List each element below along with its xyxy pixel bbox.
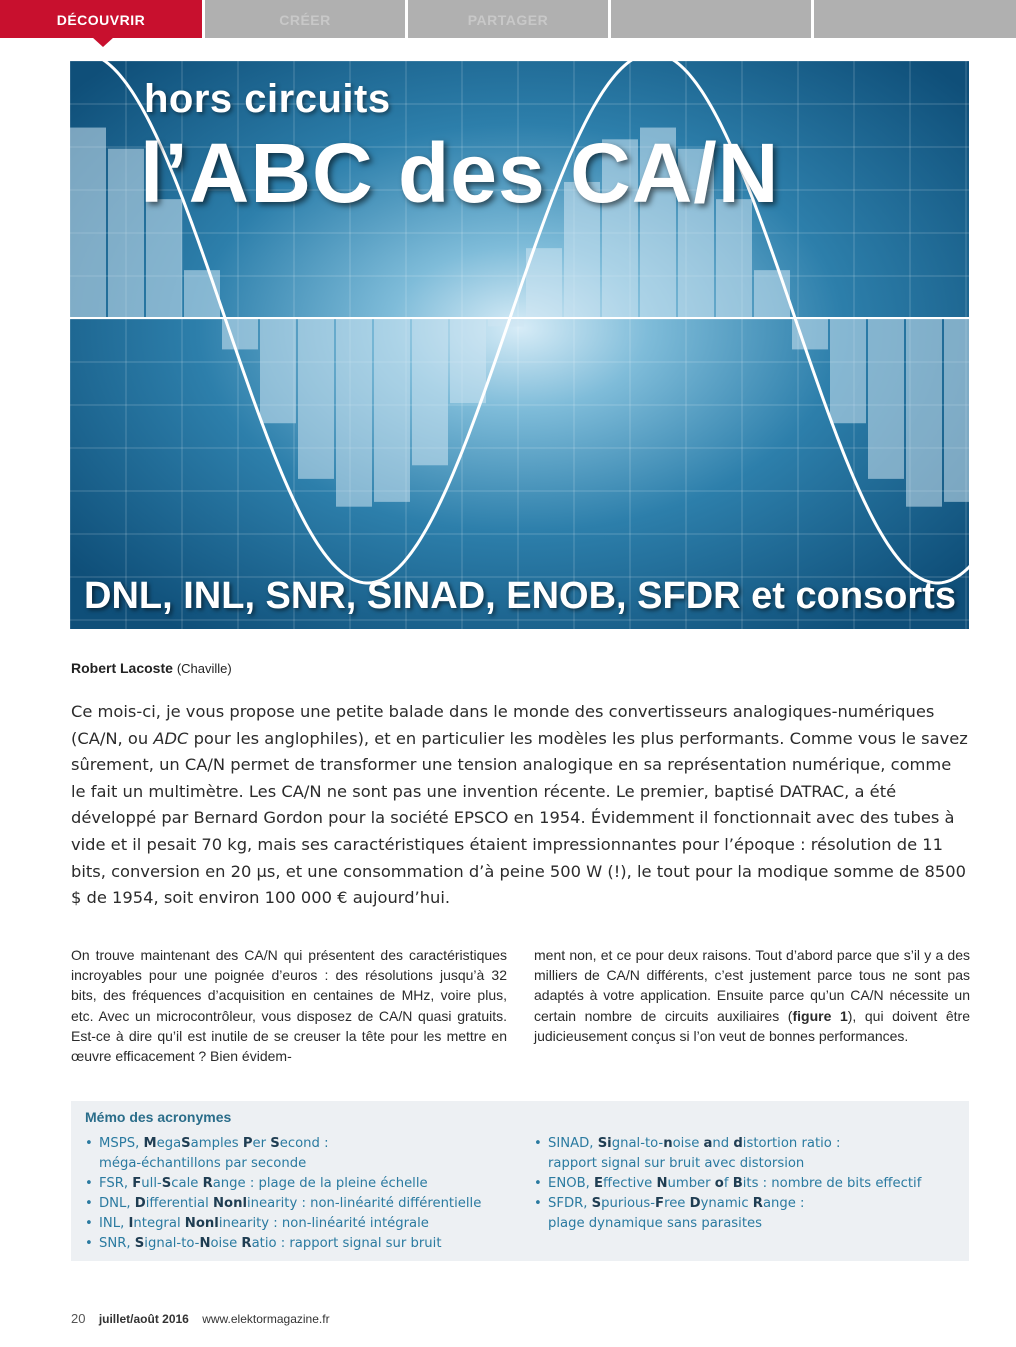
acronym-text: nd <box>712 1136 734 1151</box>
acronym-text: S <box>181 1136 191 1151</box>
acronym-item <box>85 1174 525 1194</box>
acronym-text: Si <box>597 1136 612 1151</box>
sample-bar <box>70 128 106 318</box>
sample-bar <box>868 318 904 479</box>
acronym-text: atio : rapport signal sur bruit <box>251 1236 442 1251</box>
acronym-text: amples <box>190 1136 243 1151</box>
body-text: ment non, et ce pour deux raisons. Tout d’abord parce que s’il y a des milliers de CA/N différents, c’est justement parce tous ne sont pas adaptés à votre application. Ensuite parce qu’un CA/N nécessite un certain nombre de circuits auxiliaires ( <box>534 947 970 1024</box>
tab-label: CRÉER <box>279 12 331 28</box>
active-tab-pointer <box>92 37 114 47</box>
intro-text: pour les anglophiles), et en particulier les modèles les plus performants. Comme vous le savez sûrement, un CA/N permet de transformer une tension analogique en sa représentation numérique, comme le fait un multimètre. Les CA/N ne sont pas une invention récente. Le premier, baptisé DATRAC, a été développé par Bernard Gordon pour la société EPSCO en 1954. Évidemment il fonctionnait avec des tubes à vide et il pesait 70 kg, mais ses caractéristiques étaient impressionnantes pour l’époque : résolution de 11 bits, conversion en 20 µs, et une consommation d’à peine 500 W (!), le tout pour la modique somme de 8500 $ de 1954, soit environ 100 000 € aujourd’hui. <box>71 728 968 908</box>
intro-paragraph <box>71 699 969 912</box>
acronym-text: S <box>134 1236 145 1251</box>
acronym-item <box>85 1234 525 1254</box>
acronym-text: ignal-to- <box>144 1236 200 1251</box>
acronym-text: I <box>128 1216 134 1231</box>
acronym-text: ntegral <box>133 1216 185 1231</box>
acronym-text: S <box>270 1136 280 1151</box>
acronym-text: ree <box>664 1196 690 1211</box>
tab-creer[interactable] <box>205 0 405 38</box>
acronym-text: S <box>161 1176 172 1191</box>
acronym-memo-box <box>71 1101 969 1261</box>
sample-bar <box>108 149 144 318</box>
acronym-text: INL, <box>99 1216 129 1231</box>
acronym-text: ENOB, <box>548 1176 595 1191</box>
author-name: Robert Lacoste <box>71 660 173 676</box>
acronym-item <box>85 1194 525 1214</box>
sample-bar <box>450 318 486 403</box>
tab-decouvrir[interactable] <box>0 0 202 38</box>
acronym-text: SNR, <box>99 1236 135 1251</box>
acronym-text: ynamic <box>700 1196 753 1211</box>
acronym-text: its : nombre de bits effectif <box>742 1176 922 1191</box>
memo-list-right <box>534 1134 964 1234</box>
acronym-text: FSR, <box>99 1176 133 1191</box>
sample-bar <box>830 318 866 423</box>
acronym-text: SINAD, <box>548 1136 598 1151</box>
acronym-text: D <box>134 1196 146 1211</box>
acronym-text: purious- <box>601 1196 656 1211</box>
acronym-text: l <box>242 1196 247 1211</box>
page-footer <box>71 1311 330 1326</box>
page-number: 20 <box>71 1311 86 1326</box>
acronym-text: ange : <box>762 1196 805 1211</box>
sample-bar <box>184 270 220 318</box>
acronym-text: f <box>723 1176 733 1191</box>
figure-reference: figure 1 <box>792 1007 848 1024</box>
acronym-text: o <box>714 1176 724 1191</box>
acronym-text: Non <box>184 1216 215 1231</box>
acronym-item <box>534 1134 964 1174</box>
acronym-text: n <box>663 1136 673 1151</box>
sample-bar <box>944 318 969 502</box>
acronym-text: F <box>132 1176 142 1191</box>
acronym-text: B <box>732 1176 743 1191</box>
acronym-text: M <box>143 1136 157 1151</box>
intro-emphasis: ADC <box>153 728 189 748</box>
acronym-text: R <box>752 1196 763 1211</box>
acronym-text: cale <box>171 1176 203 1191</box>
acronym-text: a <box>703 1136 713 1151</box>
acronym-text: E <box>594 1176 604 1191</box>
sample-bar <box>906 318 942 507</box>
acronym-text: SFDR, <box>548 1196 592 1211</box>
acronym-text: F <box>655 1196 665 1211</box>
memo-list-left <box>85 1134 525 1254</box>
acronym-text: DNL, <box>99 1196 135 1211</box>
acronym-item <box>85 1214 525 1234</box>
acronym-text: méga-échantillons par seconde <box>99 1156 307 1171</box>
acronym-text: oise <box>672 1136 704 1151</box>
acronym-text: ffective <box>603 1176 657 1191</box>
sample-bar <box>754 270 790 318</box>
intro-text: Ce mois-ci, je vous propose une petite balade dans le monde des convertisseurs analogiques-numériques (CA/N, ou <box>71 702 935 748</box>
hero-subtitle: DNL, INL, SNR, SINAD, ENOB, SFDR et consorts <box>84 575 956 617</box>
acronym-text: S <box>591 1196 602 1211</box>
acronym-item <box>534 1174 964 1194</box>
acronym-text: d <box>733 1136 743 1151</box>
acronym-text: R <box>202 1176 213 1191</box>
sample-bar <box>374 318 410 502</box>
acronym-text: D <box>689 1196 701 1211</box>
acronym-item <box>534 1194 964 1234</box>
acronym-text: MSPS, <box>99 1136 144 1151</box>
author-place: (Chaville) <box>176 661 232 676</box>
memo-title: Mémo des acronymes <box>85 1109 232 1125</box>
hero-kicker: hors circuits <box>144 77 391 121</box>
acronym-text: ifferential <box>145 1196 213 1211</box>
acronym-text: N <box>656 1176 668 1191</box>
acronym-text: istortion ratio : <box>742 1136 841 1151</box>
body-column-left <box>71 945 507 1066</box>
acronym-text: gnal-to- <box>611 1136 664 1151</box>
acronym-text: Non <box>212 1196 243 1211</box>
tab-empty-1 <box>611 0 811 38</box>
hero-banner <box>70 61 969 629</box>
issue-date: juillet/août 2016 <box>98 1312 189 1326</box>
sample-bar <box>260 318 296 423</box>
sample-bar <box>412 318 448 465</box>
acronym-item <box>85 1134 525 1174</box>
acronym-text: N <box>199 1236 211 1251</box>
acronym-text: oise <box>210 1236 242 1251</box>
acronym-text: ange : plage de la pleine échelle <box>212 1176 428 1191</box>
tab-partager[interactable] <box>408 0 608 38</box>
acronym-text: plage dynamique sans parasites <box>548 1216 762 1231</box>
sample-bar <box>298 318 334 479</box>
tab-label: PARTAGER <box>467 12 549 28</box>
acronym-text: econd : <box>279 1136 329 1151</box>
page-title: l’ABC des CA/N <box>140 126 780 220</box>
body-paragraph: On trouve maintenant des CA/N qui présentent des caractéristiques incroyables pour une poignée d’euros : des résolutions jusqu’à 32 bits, des fréquences d’acquisition en centaines de MHz, voire plus, etc. Avec un microcontrôleur, vous disposez de CA/N quasi gratuits. Est-ce à dire qu’il est inutile de se creuser la tête pour les mettre en œuvre efficacement ? Bien évidem- <box>71 947 507 1065</box>
acronym-text: er <box>252 1136 271 1151</box>
acronym-text: ega <box>156 1136 182 1151</box>
author-line <box>71 660 232 676</box>
section-tabs <box>0 0 1016 38</box>
acronym-text: inearity : non-linéarité intégrale <box>218 1216 429 1231</box>
acronym-text: umber <box>667 1176 715 1191</box>
sample-bar <box>336 318 372 507</box>
acronym-text: ull- <box>141 1176 162 1191</box>
tab-label: DÉCOUVRIR <box>56 12 146 28</box>
website-url: www.elektormagazine.fr <box>202 1312 330 1326</box>
acronym-text: rapport signal sur bruit avec distorsion <box>548 1156 805 1171</box>
acronym-text: P <box>242 1136 253 1151</box>
acronym-text: inearity : non-linéarité différentielle <box>247 1196 482 1211</box>
tab-empty-2 <box>814 0 1016 38</box>
acronym-text: l <box>214 1216 219 1231</box>
body-text: ), qui doivent être judicieusement conçus si l’on veut de bonnes performances. <box>534 1007 970 1044</box>
body-column-right <box>534 945 970 1046</box>
acronym-text: R <box>241 1236 252 1251</box>
